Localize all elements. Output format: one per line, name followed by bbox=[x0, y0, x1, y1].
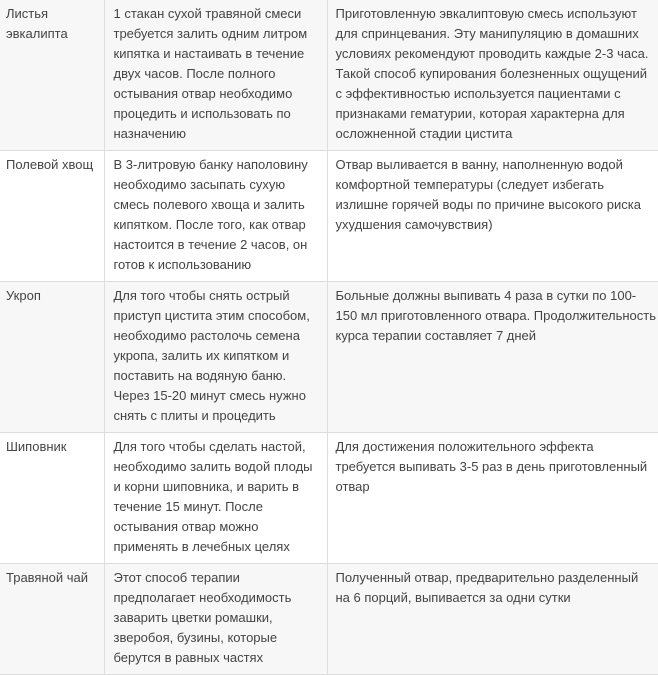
plant-cell: Полевой хвощ bbox=[0, 151, 104, 282]
plant-cell: Укроп bbox=[0, 282, 104, 433]
table-row bbox=[0, 564, 658, 675]
plant-cell: Шиповник bbox=[0, 433, 104, 564]
usage-cell: Полученный отвар, предварительно разделенный на 6 порций, выпивается за одни сутки bbox=[327, 564, 658, 675]
preparation-cell: 1 стакан сухой травяной смеси требуется залить одним литром кипятка и настаивать в течение двух часов. После полного остывания отвар необходимо процедить и использовать по назначению bbox=[104, 0, 327, 151]
plant-cell: Травяной чай bbox=[0, 564, 104, 675]
table-row bbox=[0, 0, 658, 151]
preparation-cell: В 3-литровую банку наполовину необходимо засыпать сухую смесь полевого хвоща и залить кипятком. После того, как отвар настоится в течение 2 часов, он готов к использованию bbox=[104, 151, 327, 282]
preparation-cell: Этот способ терапии предполагает необходимость заварить цветки ромашки, зверобоя, бузины, которые берутся в равных частях bbox=[104, 564, 327, 675]
usage-cell: Больные должны выпивать 4 раза в сутки по 100-150 мл приготовленного отвара. Продолжительность курса терапии составляет 7 дней bbox=[327, 282, 658, 433]
usage-cell: Для достижения положительного эффекта требуется выпивать 3-5 раз в день приготовленный отвар bbox=[327, 433, 658, 564]
table-row bbox=[0, 151, 658, 282]
preparation-cell: Для того чтобы снять острый приступ цистита этим способом, необходимо растолочь семена укропа, залить их кипятком и поставить на водяную баню. Через 15-20 минут смесь нужно снять с плиты и процедить bbox=[104, 282, 327, 433]
table-row bbox=[0, 282, 658, 433]
table-row bbox=[0, 433, 658, 564]
usage-cell: Отвар выливается в ванну, наполненную водой комфортной температуры (следует избегать излишне горячей воды по причине высокого риска ухудшения самочувствия) bbox=[327, 151, 658, 282]
preparation-cell: Для того чтобы сделать настой, необходимо залить водой плоды и корни шиповника, и варить в течение 15 минут. После остывания отвар можно применять в лечебных целях bbox=[104, 433, 327, 564]
usage-cell: Приготовленную эвкалиптовую смесь используют для спринцевания. Эту манипуляцию в домашних условиях рекомендуют проводить каждые 2-3 часа. Такой способ купирования болезненных ощущений с эффективностью используется пациентами с признаками гематурии, которая характерна для осложненной стадии цистита bbox=[327, 0, 658, 151]
plant-cell: Листья эвкалипта bbox=[0, 0, 104, 151]
